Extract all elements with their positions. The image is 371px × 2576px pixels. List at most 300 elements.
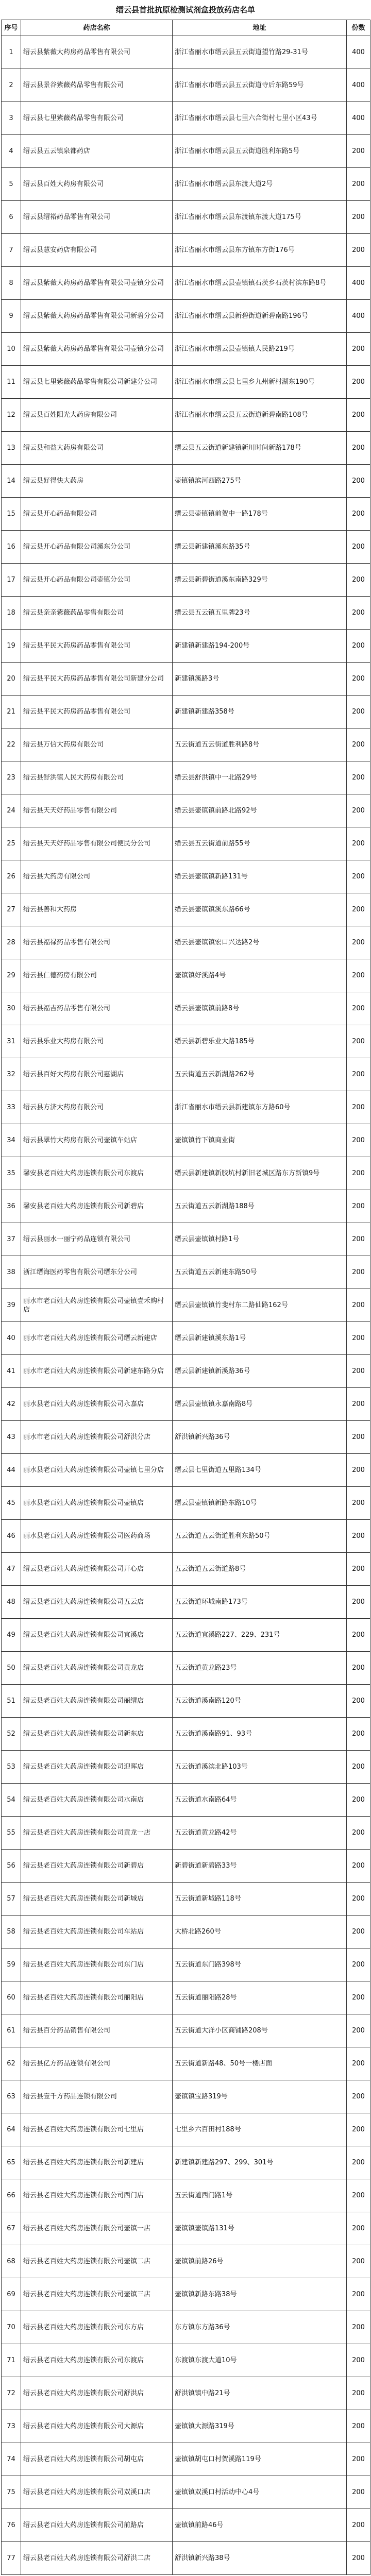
kit-quantity: 200 [347, 1850, 370, 1883]
row-index: 72 [2, 2377, 21, 2410]
pharmacy-address: 浙江省丽水市缙云县五云街道胜利东路5号 [173, 135, 347, 168]
table-row [2, 2047, 370, 2080]
kit-quantity: 200 [347, 1520, 370, 1553]
table-row [2, 1157, 370, 1190]
table-row [2, 926, 370, 959]
table-row [2, 2476, 370, 2509]
kit-quantity: 200 [347, 1553, 370, 1586]
table-row [2, 2311, 370, 2344]
row-index: 43 [2, 1421, 21, 1454]
table-row [2, 1091, 370, 1124]
row-index: 75 [2, 2476, 21, 2509]
row-index: 40 [2, 1322, 21, 1355]
header-pharmacy-name: 药店名称 [21, 20, 173, 36]
pharmacy-name: 缙云县紫薇大药房药品零售有限公司壶镇分公司 [21, 267, 173, 300]
table-row [2, 300, 370, 333]
row-index: 33 [2, 1091, 21, 1124]
pharmacy-name: 缙云县缙裕药品零售有限公司 [21, 201, 173, 234]
kit-quantity: 400 [347, 267, 370, 300]
table-row [2, 761, 370, 794]
table-row [2, 2080, 370, 2113]
pharmacy-address: 缙云县壶镇镇前路北路92号 [173, 794, 347, 827]
pharmacy-address: 五云街道溪南路120号 [173, 1685, 347, 1718]
pharmacy-name: 缙云县老百姓大药房连锁有限公司壶镇一店 [21, 2212, 173, 2245]
row-index: 11 [2, 366, 21, 399]
pharmacy-address: 浙江省丽水市缙云县七里乡九州新村湖东190号 [173, 366, 347, 399]
pharmacy-name: 缙云县老百姓大药房连锁有限公司双溪口店 [21, 2476, 173, 2509]
table-row [2, 2245, 370, 2278]
pharmacy-name: 缙云县老百姓大药房连锁有限公司东方店 [21, 2311, 173, 2344]
row-index: 25 [2, 827, 21, 860]
pharmacy-address: 缙云县壶镇镇村路1号 [173, 1223, 347, 1256]
row-index: 57 [2, 1883, 21, 1916]
row-index: 21 [2, 696, 21, 728]
table-row [2, 399, 370, 432]
table-row [2, 1850, 370, 1883]
pharmacy-address: 缙云县五云镇五里牌23号 [173, 597, 347, 630]
pharmacy-name: 缙云县老百姓大药房连锁有限公司胡屯店 [21, 2443, 173, 2476]
table-row [2, 2113, 370, 2146]
pharmacy-name: 丽水市老百姓大药房连锁有限公司新建东路分店 [21, 1355, 173, 1388]
row-index: 34 [2, 1124, 21, 1157]
pharmacy-name: 缙云县翠竹大药房有限公司壶镇车站店 [21, 1124, 173, 1157]
row-index: 68 [2, 2245, 21, 2278]
pharmacy-name: 缙云县天天好药品零售有限公司便民分公司 [21, 827, 173, 860]
table-row [2, 1421, 370, 1454]
table-row [2, 564, 370, 597]
pharmacy-address: 壶镇镇大源路319号 [173, 2410, 347, 2443]
pharmacy-name: 缙云县福吉药品零售有限公司 [21, 992, 173, 1025]
kit-quantity: 200 [347, 893, 370, 926]
pharmacy-address: 壶镇镇壶镇路131号 [173, 2212, 347, 2245]
pharmacy-address: 壶镇镇好溪路4号 [173, 959, 347, 992]
kit-quantity: 200 [347, 2113, 370, 2146]
row-index: 3 [2, 102, 21, 135]
row-index: 7 [2, 234, 21, 267]
kit-quantity: 200 [347, 663, 370, 696]
pharmacy-address: 五云街道溪南路91、93号 [173, 1718, 347, 1751]
kit-quantity: 200 [347, 1784, 370, 1817]
kit-quantity: 200 [347, 696, 370, 728]
row-index: 58 [2, 1916, 21, 1948]
pharmacy-address: 壶镇镇滨河西路275号 [173, 465, 347, 498]
row-index: 60 [2, 1981, 21, 2014]
table-row [2, 2509, 370, 2542]
kit-quantity: 200 [347, 201, 370, 234]
pharmacy-name: 缙云县开心药品有限公司壶镇分公司 [21, 564, 173, 597]
kit-quantity: 200 [347, 2245, 370, 2278]
pharmacy-name: 缙云县老百姓大药房连锁有限公司七里店 [21, 2113, 173, 2146]
pharmacy-address: 五云街道黄龙路42号 [173, 1817, 347, 1850]
kit-quantity: 200 [347, 1652, 370, 1685]
row-index: 63 [2, 2080, 21, 2113]
pharmacy-name: 缙云县百分药品销售有限公司 [21, 2014, 173, 2047]
pharmacy-name: 缙云县亿方药品连锁有限公司 [21, 2047, 173, 2080]
table-row [2, 2410, 370, 2443]
pharmacy-address: 壶镇镇前路26号 [173, 2245, 347, 2278]
kit-quantity: 200 [347, 827, 370, 860]
table-row [2, 1619, 370, 1652]
kit-quantity: 200 [347, 135, 370, 168]
kit-quantity: 200 [347, 1916, 370, 1948]
table-row [2, 2542, 370, 2575]
kit-quantity: 200 [347, 2476, 370, 2509]
row-index: 54 [2, 1784, 21, 1817]
header-address: 地址 [173, 20, 347, 36]
pharmacy-name: 缙云县老百姓大药房连锁有限公司东门店 [21, 1948, 173, 1981]
kit-quantity: 200 [347, 564, 370, 597]
pharmacy-name: 缙云县老百姓大药房连锁有限公司迎晖店 [21, 1751, 173, 1784]
kit-quantity: 200 [347, 761, 370, 794]
pharmacy-name: 缙云县老百姓大药房连锁有限公司新碧店 [21, 1850, 173, 1883]
pharmacy-name: 缙云县百姓大药房有限公司 [21, 168, 173, 201]
table-row [2, 2377, 370, 2410]
kit-quantity: 200 [347, 2344, 370, 2377]
pharmacy-address: 五云街道五云新湖路188号 [173, 1190, 347, 1223]
pharmacy-address: 缙云县新碧乐业大路185号 [173, 1025, 347, 1058]
pharmacy-address: 浙江省丽水市缙云县壶镇镇石茨乡石茨村滨东路8号 [173, 267, 347, 300]
pharmacy-name: 缙云县七里紫薇药品零售有限公司新建分公司 [21, 366, 173, 399]
row-index: 22 [2, 728, 21, 761]
pharmacy-address: 五云街道五云新湖路262号 [173, 1058, 347, 1091]
pharmacy-name: 缙云县七里紫薇药品零售有限公司 [21, 102, 173, 135]
kit-quantity: 200 [347, 860, 370, 893]
table-row [2, 1817, 370, 1850]
pharmacy-address: 新建镇新建路297、299、301号 [173, 2146, 347, 2179]
pharmacy-name: 缙云县百姓阳光大药房有限公司 [21, 399, 173, 432]
pharmacy-address: 浙江省丽水市缙云县五云街道寺后东路59号 [173, 69, 347, 102]
pharmacy-address: 浙江省丽水市缙云县东方镇东方街176号 [173, 234, 347, 267]
pharmacy-address: 浙江省丽水市缙云县七里六合街村七里小区43号 [173, 102, 347, 135]
pharmacy-name: 缙云县老百姓大药房连锁有限公司壶镇三店 [21, 2278, 173, 2311]
pharmacy-address: 舒洪镇新兴路36号 [173, 1421, 347, 1454]
row-index: 5 [2, 168, 21, 201]
pharmacy-address: 舒洪镇新兴路38号 [173, 2542, 347, 2575]
pharmacy-address: 缙云县新建镇新溪路36号 [173, 1355, 347, 1388]
pharmacy-name: 浙江缙海医药零售有限公司缙东分公司 [21, 1256, 173, 1289]
row-index: 20 [2, 663, 21, 696]
table-row [2, 860, 370, 893]
pharmacy-address: 缙云县五云街道新建镇新川时间新路178号 [173, 432, 347, 465]
table-row [2, 1058, 370, 1091]
pharmacy-name: 缙云县老百姓大药房连锁有限公司西门店 [21, 2179, 173, 2212]
row-index: 16 [2, 531, 21, 564]
row-index: 27 [2, 893, 21, 926]
pharmacy-address: 五云街道西门路1号 [173, 2179, 347, 2212]
pharmacy-address: 浙江省丽水市缙云县五云街道新碧南路108号 [173, 399, 347, 432]
pharmacy-address: 五云街道水南路64号 [173, 1784, 347, 1817]
kit-quantity: 200 [347, 1256, 370, 1289]
kit-quantity: 200 [347, 2443, 370, 2476]
kit-quantity: 200 [347, 531, 370, 564]
pharmacy-name: 缙云县平民大药房药品零售有限公司新建分公司 [21, 663, 173, 696]
table-row [2, 1355, 370, 1388]
pharmacy-name: 缙云县老百姓大药房连锁有限公司黄龙一店 [21, 1817, 173, 1850]
pharmacy-address: 壶镇镇竹下镇商业街 [173, 1124, 347, 1157]
pharmacy-name: 缙云县老百姓大药房连锁有限公司舒洪二店 [21, 2542, 173, 2575]
row-index: 53 [2, 1751, 21, 1784]
pharmacy-name: 丽水县老百姓大药房连锁有限公司永嘉店 [21, 1388, 173, 1421]
table-row [2, 663, 370, 696]
kit-quantity: 200 [347, 1355, 370, 1388]
kit-quantity: 200 [347, 1883, 370, 1916]
pharmacy-address: 浙江省丽水市缙云县壶镇镇人民路219号 [173, 333, 347, 366]
pharmacy-name: 缙云县好得快大药房 [21, 465, 173, 498]
pharmacy-address: 五云街道五云街道胜利路8号 [173, 728, 347, 761]
pharmacy-name: 缙云县仁德药房有限公司 [21, 959, 173, 992]
pharmacy-name: 缙云县老百姓大药房连锁有限公司五云店 [21, 1586, 173, 1619]
table-row [2, 1553, 370, 1586]
table-row [2, 1981, 370, 2014]
kit-quantity: 200 [347, 1223, 370, 1256]
table-row [2, 135, 370, 168]
table-row [2, 1652, 370, 1685]
kit-quantity: 200 [347, 2179, 370, 2212]
pharmacy-address: 新建镇新建路358号 [173, 696, 347, 728]
kit-quantity: 200 [347, 2509, 370, 2542]
row-index: 65 [2, 2146, 21, 2179]
row-index: 71 [2, 2344, 21, 2377]
row-index: 28 [2, 926, 21, 959]
row-index: 18 [2, 597, 21, 630]
pharmacy-name: 缙云县老百姓大药房连锁有限公司开心店 [21, 1553, 173, 1586]
pharmacy-address: 缙云县新建镇溪东路1号 [173, 1322, 347, 1355]
kit-quantity: 200 [347, 2146, 370, 2179]
pharmacy-name: 缙云县善和大药房 [21, 893, 173, 926]
table-row [2, 1883, 370, 1916]
table-row [2, 893, 370, 926]
pharmacy-name: 缙云县平民大药房药品零售有限公司 [21, 696, 173, 728]
pharmacy-name: 缙云县方济大药房有限公司 [21, 1091, 173, 1124]
kit-quantity: 400 [347, 102, 370, 135]
pharmacy-address: 壶镇镇新路东路38号 [173, 2278, 347, 2311]
table-row [2, 1487, 370, 1520]
table-row [2, 102, 370, 135]
kit-quantity: 200 [347, 2542, 370, 2575]
pharmacy-name: 缙云县老百姓大药房连锁有限公司宜溪店 [21, 1619, 173, 1652]
table-row [2, 728, 370, 761]
row-index: 66 [2, 2179, 21, 2212]
row-index: 10 [2, 333, 21, 366]
row-index: 52 [2, 1718, 21, 1751]
row-index: 73 [2, 2410, 21, 2443]
pharmacy-name: 丽水市老百姓大药房连锁有限公司舒洪分店 [21, 1421, 173, 1454]
row-index: 59 [2, 1948, 21, 1981]
row-index: 62 [2, 2047, 21, 2080]
pharmacy-address: 缙云县壶镇镇新路东路10号 [173, 1487, 347, 1520]
pharmacy-address: 五云街道五云街道胜利东路50号 [173, 1520, 347, 1553]
pharmacy-address: 缙云县壶镇镇前贺中一路178号 [173, 498, 347, 531]
kit-quantity: 200 [347, 1058, 370, 1091]
header-index: 序号 [2, 20, 21, 36]
table-row [2, 696, 370, 728]
table-row [2, 2443, 370, 2476]
row-index: 61 [2, 2014, 21, 2047]
kit-quantity: 400 [347, 300, 370, 333]
pharmacy-address: 东方镇东方路36号 [173, 2311, 347, 2344]
pharmacy-name: 缙云县天天好药品零售有限公司 [21, 794, 173, 827]
row-index: 32 [2, 1058, 21, 1091]
pharmacy-name: 缙云县老百姓大药房连锁有限公司丽阳店 [21, 1981, 173, 2014]
pharmacy-address: 壶镇镇胡屯口村贺溪路119号 [173, 2443, 347, 2476]
pharmacy-address: 缙云县壶镇镇前路8号 [173, 992, 347, 1025]
kit-quantity: 400 [347, 36, 370, 69]
table-row [2, 1223, 370, 1256]
pharmacy-name: 缙云县平民大药房药品零售有限公司 [21, 630, 173, 663]
kit-quantity: 200 [347, 2014, 370, 2047]
kit-quantity: 200 [347, 1157, 370, 1190]
table-row [2, 333, 370, 366]
pharmacy-address: 缙云县新建镇新胶坑村新旧老城区路东方新镇9号 [173, 1157, 347, 1190]
kit-quantity: 200 [347, 1948, 370, 1981]
pharmacy-name: 缙云县老百姓大药房连锁有限公司水南店 [21, 1784, 173, 1817]
table-row [2, 1388, 370, 1421]
pharmacy-address: 浙江省丽水市缙云县东渡大道2号 [173, 168, 347, 201]
kit-quantity: 200 [347, 1454, 370, 1487]
row-index: 70 [2, 2311, 21, 2344]
kit-quantity: 200 [347, 1619, 370, 1652]
kit-quantity: 200 [347, 630, 370, 663]
table-row [2, 465, 370, 498]
pharmacy-address: 缙云县壶镇镇溪东路66号 [173, 893, 347, 926]
pharmacy-address: 五云街道黄龙路23号 [173, 1652, 347, 1685]
pharmacy-address: 五云街道五云街道路8号 [173, 1553, 347, 1586]
table-row [2, 69, 370, 102]
row-index: 56 [2, 1850, 21, 1883]
table-row [2, 597, 370, 630]
pharmacy-address: 五云街道丽阳路28号 [173, 1981, 347, 2014]
pharmacy-name: 缙云县五云镇泉都药店 [21, 135, 173, 168]
page-title: 缙云县首批抗原检测试剂盒投放药店名单 [115, 5, 255, 14]
kit-quantity: 200 [347, 432, 370, 465]
table-row [2, 432, 370, 465]
row-index: 13 [2, 432, 21, 465]
kit-quantity: 200 [347, 2377, 370, 2410]
pharmacy-name: 丽水县老百姓大药房连锁有限公司壶镇七里分店 [21, 1454, 173, 1487]
pharmacy-name: 缙云县老百姓大药房连锁有限公司新东店 [21, 1718, 173, 1751]
pharmacy-address: 五云街道环城南路173号 [173, 1586, 347, 1619]
kit-quantity: 200 [347, 926, 370, 959]
row-index: 42 [2, 1388, 21, 1421]
table-row [2, 1454, 370, 1487]
pharmacy-name: 缙云县老百姓大药房连锁有限公司东渡店 [21, 2344, 173, 2377]
pharmacy-name: 缙云县景谷紫薇药品零售有限公司 [21, 69, 173, 102]
row-index: 44 [2, 1454, 21, 1487]
pharmacy-address: 五云街道宜溪路227、229、231号 [173, 1619, 347, 1652]
table-row [2, 1718, 370, 1751]
row-index: 55 [2, 1817, 21, 1850]
kit-quantity: 200 [347, 498, 370, 531]
row-index: 67 [2, 2212, 21, 2245]
table-row [2, 1685, 370, 1718]
row-index: 1 [2, 36, 21, 69]
pharmacy-name: 缙云县壹千方药品连锁有限公司 [21, 2080, 173, 2113]
row-index: 15 [2, 498, 21, 531]
pharmacy-address: 缙云县舒洪镇中一北路29号 [173, 761, 347, 794]
pharmacy-address: 五云街道新路48、50号一楼店面 [173, 2047, 347, 2080]
table-row [2, 794, 370, 827]
pharmacy-name: 缙云县丽水一丽宁药品连锁有限公司 [21, 1223, 173, 1256]
pharmacy-address: 五云街道溪滨北路103号 [173, 1751, 347, 1784]
row-index: 69 [2, 2278, 21, 2311]
kit-quantity: 200 [347, 168, 370, 201]
pharmacy-address: 五云街道新城路118号 [173, 1883, 347, 1916]
pharmacy-address: 缙云县五云街道前路55号 [173, 827, 347, 860]
table-row [2, 2014, 370, 2047]
pharmacy-address: 大桥北路260号 [173, 1916, 347, 1948]
pharmacy-address: 浙江省丽水市缙云县新碧街道新碧南路196号 [173, 300, 347, 333]
row-index: 14 [2, 465, 21, 498]
pharmacy-address: 五云街道东门路398号 [173, 1948, 347, 1981]
pharmacy-table [1, 20, 370, 2575]
pharmacy-address: 壶镇镇前路46号 [173, 2509, 347, 2542]
pharmacy-address: 浙江省丽水市缙云县新建镇东方路60号 [173, 1091, 347, 1124]
row-index: 31 [2, 1025, 21, 1058]
pharmacy-address: 新碧街道新碧路33号 [173, 1850, 347, 1883]
pharmacy-name: 缙云县紫薇大药房药品零售有限公司新碧分公司 [21, 300, 173, 333]
kit-quantity: 200 [347, 992, 370, 1025]
table-row [2, 2179, 370, 2212]
pharmacy-name: 缙云县紫薇大药房药品零售有限公司 [21, 36, 173, 69]
pharmacy-name: 缙云县老百姓大药房连锁有限公司大源店 [21, 2410, 173, 2443]
row-index: 19 [2, 630, 21, 663]
kit-quantity: 200 [347, 1817, 370, 1850]
kit-quantity: 200 [347, 2047, 370, 2080]
kit-quantity: 200 [347, 2212, 370, 2245]
row-index: 29 [2, 959, 21, 992]
pharmacy-name: 缙云县和益大药房有限公司 [21, 432, 173, 465]
row-index: 26 [2, 860, 21, 893]
pharmacy-address: 东渡镇东渡大道10号 [173, 2344, 347, 2377]
pharmacy-address: 缙云县壶镇镇宏口兴达路2号 [173, 926, 347, 959]
pharmacy-name: 馨安县老百姓大药房连锁有限公司东渡店 [21, 1157, 173, 1190]
kit-quantity: 200 [347, 2410, 370, 2443]
table-row [2, 1025, 370, 1058]
pharmacy-address: 壶镇镇双溪口村活动中心4号 [173, 2476, 347, 2509]
row-index: 2 [2, 69, 21, 102]
table-row [2, 630, 370, 663]
pharmacy-name: 缙云县开心药品有限公司溪东分公司 [21, 531, 173, 564]
table-row [2, 36, 370, 69]
row-index: 24 [2, 794, 21, 827]
row-index: 35 [2, 1157, 21, 1190]
row-index: 38 [2, 1256, 21, 1289]
pharmacy-name: 缙云县老百姓大药房连锁有限公司新建店 [21, 2146, 173, 2179]
kit-quantity: 200 [347, 333, 370, 366]
row-index: 30 [2, 992, 21, 1025]
pharmacy-name: 缙云县慧安药店有限公司 [21, 234, 173, 267]
table-row [2, 1586, 370, 1619]
kit-quantity: 200 [347, 1025, 370, 1058]
pharmacy-address: 缙云县新碧街道溪东南路329号 [173, 564, 347, 597]
pharmacy-name: 缙云县乐业大药房有限公司 [21, 1025, 173, 1058]
pharmacy-address: 缙云县七里街道五里路134号 [173, 1454, 347, 1487]
pharmacy-name: 缙云县紫薇大药房药品零售有限公司壶镇分公司 [21, 333, 173, 366]
table-row [2, 168, 370, 201]
row-index: 51 [2, 1685, 21, 1718]
pharmacy-name: 丽水市老百姓大药房连锁有限公司壶镇壹禾购村店 [21, 1289, 173, 1322]
pharmacy-name: 缙云县开心药品有限公司 [21, 498, 173, 531]
kit-quantity: 200 [347, 465, 370, 498]
kit-quantity: 200 [347, 1586, 370, 1619]
pharmacy-address: 七里乡六百田村188号 [173, 2113, 347, 2146]
kit-quantity: 200 [347, 1981, 370, 2014]
table-row [2, 2278, 370, 2311]
row-index: 4 [2, 135, 21, 168]
pharmacy-name: 缙云县亲亲紫薇药品零售有限公司 [21, 597, 173, 630]
kit-quantity: 400 [347, 69, 370, 102]
pharmacy-name: 缙云县老百姓大药房连锁有限公司车站店 [21, 1916, 173, 1948]
